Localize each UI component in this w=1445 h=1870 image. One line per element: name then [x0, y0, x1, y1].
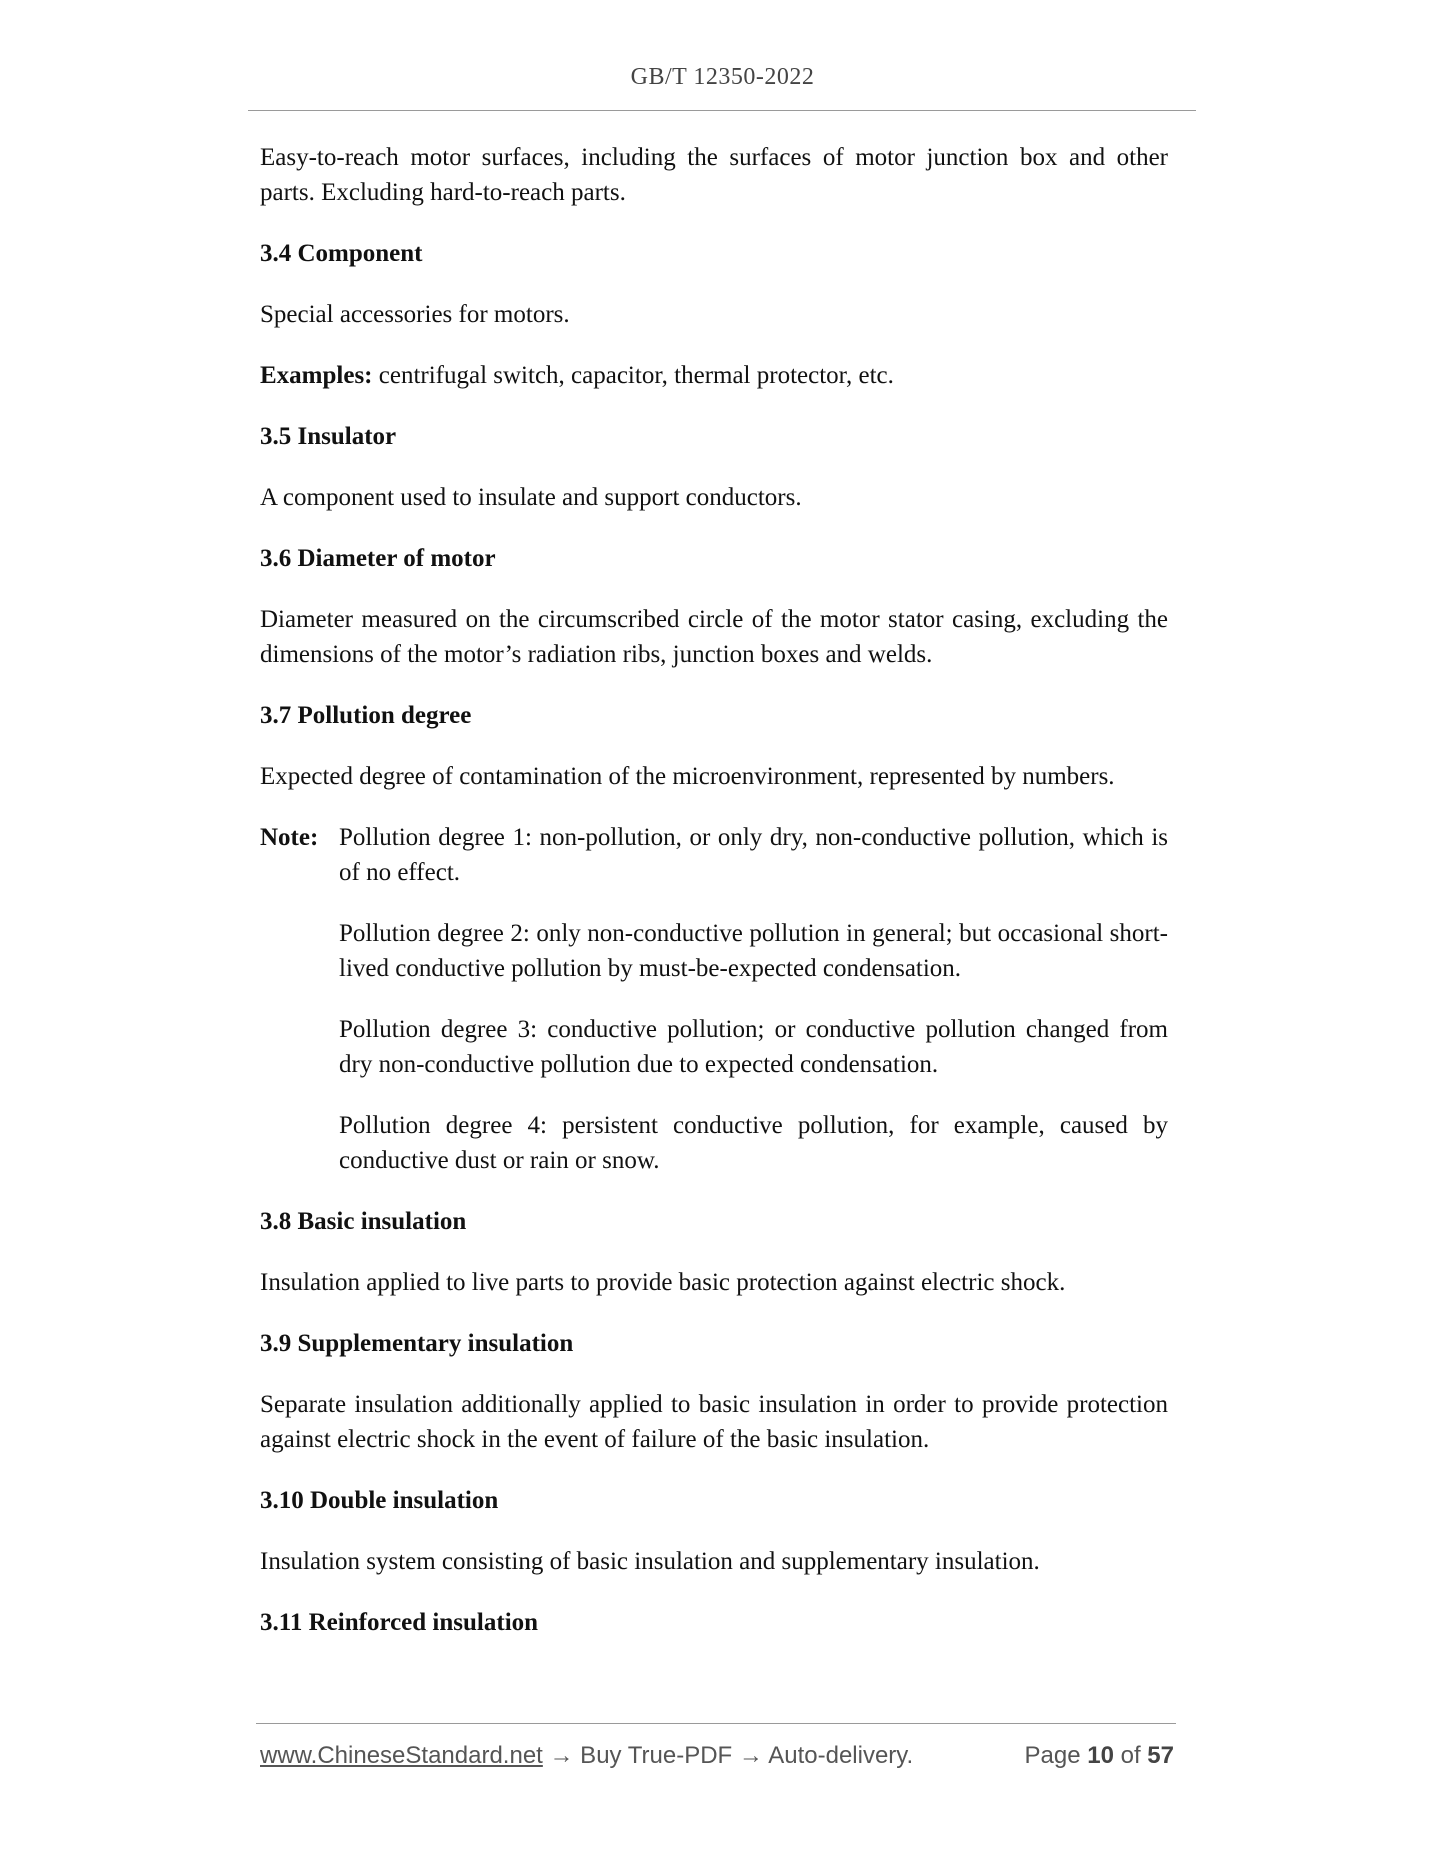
section-heading-3-9: 3.9 Supplementary insulation: [260, 1330, 574, 1357]
page-current-number: 10: [1087, 1742, 1114, 1769]
note-item-pollution-degree-2: Pollution degree 2: only non-conductive pollution in general; but occasional short-lived conductive pollution by must-be-expected condensation.: [339, 920, 1168, 982]
section-heading-3-7: 3.7 Pollution degree: [260, 702, 472, 729]
section-heading-3-8: 3.8 Basic insulation: [260, 1208, 467, 1235]
examples-label: Examples:: [260, 362, 373, 389]
footer-divider: [256, 1723, 1176, 1724]
page-of-label: of: [1120, 1742, 1141, 1769]
examples-paragraph: [260, 358, 1168, 393]
page-label: Page: [1024, 1742, 1081, 1769]
note-item-pollution-degree-4: Pollution degree 4: persistent conductive pollution, for example, caused by conductive dust or rain or snow.: [339, 1112, 1168, 1174]
section-text-3-10: Insulation system consisting of basic insulation and supplementary insulation.: [260, 1548, 1040, 1575]
document-body: [260, 140, 1168, 1666]
note-label: Note:: [260, 824, 319, 851]
footer-promo-text: → Buy True-PDF → Auto-delivery.: [542, 1742, 914, 1769]
section-text-3-4: Special accessories for motors.: [260, 301, 570, 328]
section-heading-3-5: 3.5 Insulator: [260, 423, 397, 450]
document-header-title: GB/T 12350-2022: [630, 64, 815, 90]
section-heading-3-4: 3.4 Component: [260, 240, 423, 267]
chinesestandard-link[interactable]: www.ChineseStandard.net: [260, 1742, 543, 1769]
header-divider: [248, 110, 1196, 111]
note-item-pollution-degree-3: Pollution degree 3: conductive pollution; or conductive pollution changed from dry non-conductive pollution due to expected condensation.: [339, 1016, 1168, 1078]
intro-paragraph: Easy-to-reach motor surfaces, including the surfaces of motor junction box and other parts. Excluding hard-to-reach parts.: [260, 144, 1168, 206]
section-heading-3-10: 3.10 Double insulation: [260, 1487, 499, 1514]
section-text-3-6: Diameter measured on the circumscribed circle of the motor stator casing, excluding the dimensions of the motor’s radiation ribs, junction boxes and welds.: [260, 606, 1168, 668]
section-text-3-5: A component used to insulate and support conductors.: [260, 484, 802, 511]
note-item-pollution-degree-1: Pollution degree 1: non-pollution, or only dry, non-conductive pollution, which is of no effect.: [339, 824, 1168, 886]
page-total-number: 57: [1147, 1742, 1174, 1769]
section-text-3-8: Insulation applied to live parts to provide basic protection against electric shock.: [260, 1269, 1066, 1296]
footer-promo: [260, 1742, 913, 1770]
section-heading-3-6: 3.6 Diameter of motor: [260, 545, 496, 572]
section-text-3-9: Separate insulation additionally applied to basic insulation in order to provide protection against electric shock in the event of failure of the basic insulation.: [260, 1391, 1168, 1453]
examples-text: centrifugal switch, capacitor, thermal protector, etc.: [372, 362, 894, 389]
page-indicator: [1025, 1742, 1175, 1770]
section-text-3-7: Expected degree of contamination of the microenvironment, represented by numbers.: [260, 763, 1115, 790]
section-heading-3-11: 3.11 Reinforced insulation: [260, 1609, 539, 1636]
pollution-degree-note: [260, 820, 1168, 1178]
